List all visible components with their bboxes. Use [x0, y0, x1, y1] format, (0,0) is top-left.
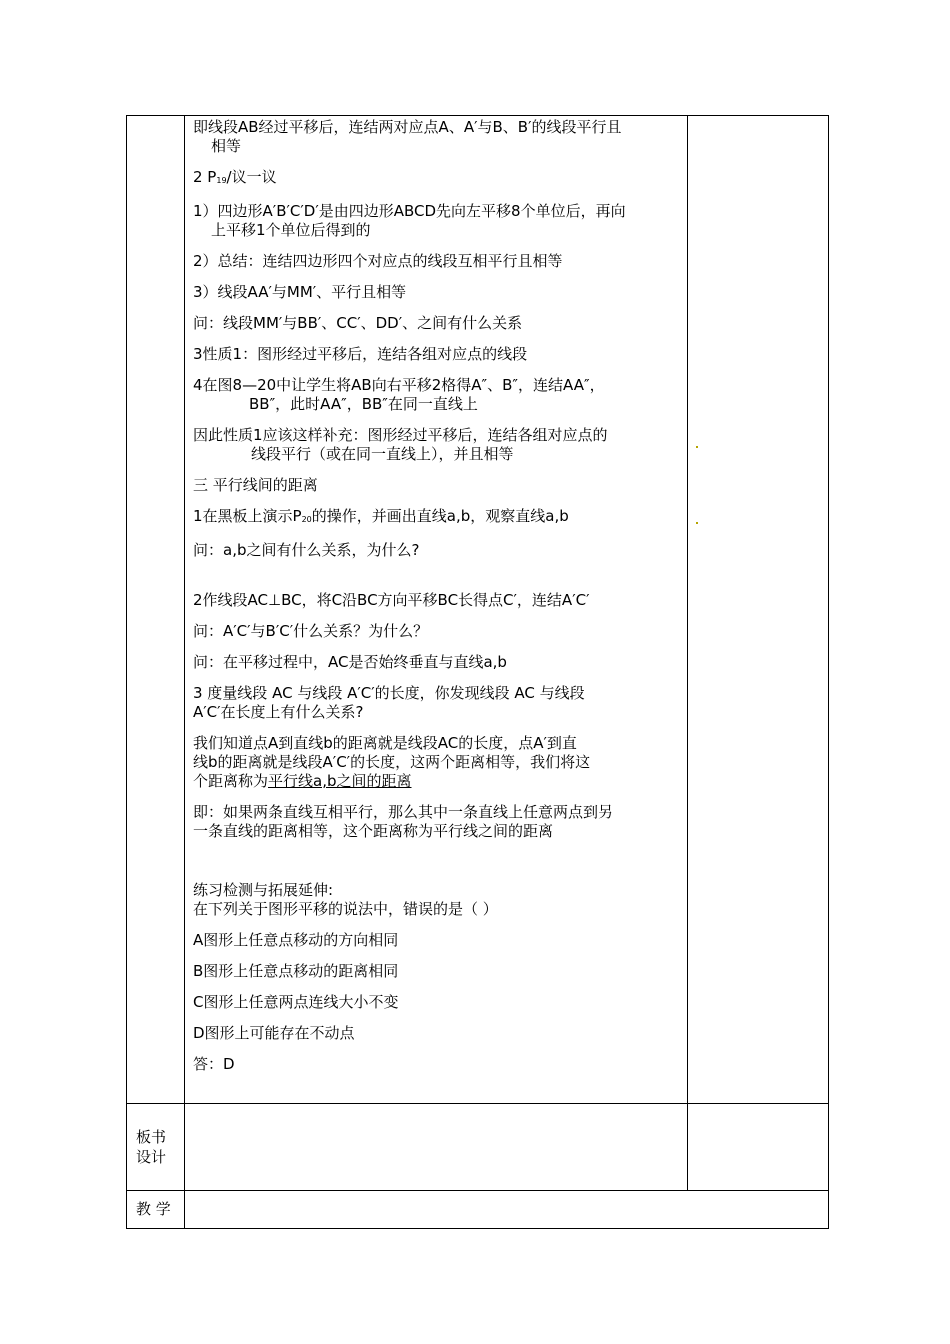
section-heading: 三 平行线间的距离: [193, 476, 318, 494]
table-col-divider-right: [687, 115, 688, 1190]
paragraph: 2）总结：连结四边形四个对应点的线段互相平行且相等: [193, 252, 563, 270]
teaching-label: 教 学: [136, 1200, 171, 1218]
table-col-divider-left: [184, 115, 185, 1229]
decorative-dot: [696, 522, 698, 524]
paragraph: 3性质1：图形经过平移后，连结各组对应点的线段: [193, 345, 528, 363]
paragraph: 问：A′C′与B′C′什么关系？为什么？: [193, 622, 429, 640]
board-design-label: 板书 设计: [136, 1128, 167, 1166]
decorative-dot: [696, 446, 698, 448]
paragraph: 2 $P_{19}/$议一议: [193, 168, 277, 186]
paragraph: 问：线段MM′与BB′、CC′、DD′、之间有什么关系: [193, 314, 523, 332]
table-row-divider-1: [126, 1103, 829, 1104]
paragraph: 问：a,b之间有什么关系，为什么?: [193, 541, 420, 559]
paragraph: 1）四边形A′B′C′D′是由四边形ABCD先向左平移8个单位后，再向 上平移1个单位后得到的: [193, 202, 626, 239]
option-c: C图形上任意两点连线大小不变: [193, 993, 399, 1011]
paragraph: 即：如果两条直线互相平行，那么其中一条直线上任意两点到另 一条直线的距离相等，这个距离称为平行线之间的距离: [193, 803, 614, 840]
paragraph: 即线段AB经过平移后，连结两对应点A、A′与B、B′的线段平行且 相等: [193, 118, 622, 155]
table-row-divider-2: [126, 1190, 829, 1191]
exercise-heading: 练习检测与拓展延伸:: [193, 881, 334, 899]
paragraph: 2作线段AC⊥BC，将C沿BC方向平移BC长得点C′，连结A′C′: [193, 591, 590, 609]
option-a: A图形上任意点移动的方向相同: [193, 931, 399, 949]
paragraph: 我们知道点A到直线b的距离就是线段AC的长度，点A′到直 线b的距离就是线段A′C′的长度，这两个距离相等，我们将这 个距离称为平行线a,b之间的距离: [193, 734, 591, 790]
option-b: B图形上任意点移动的距离相同: [193, 962, 399, 980]
paragraph: 3 度量线段 AC 与线段 A′C′的长度，你发现线段 AC 与线段 A′C′在长度上有什么关系?: [193, 684, 585, 721]
answer: 答：D: [193, 1055, 235, 1073]
paragraph: 1在黑板上演示$P_{20}$的操作，并画出直线a,b，观察直线a,b: [193, 507, 569, 525]
exercise-question: 在下列关于图形平移的说法中，错误的是（ ）: [193, 900, 498, 918]
paragraph: 因此性质1应该这样补充：图形经过平移后，连结各组对应点的 线段平行（或在同一直线上），并且相等: [193, 426, 608, 463]
paragraph: 4在图8—20中让学生将AB向右平移2格得A″、B″，连结AA″， BB″，此时AA″，BB″在同一直线上: [193, 376, 605, 413]
option-d: D图形上可能存在不动点: [193, 1024, 355, 1042]
paragraph: 问：在平移过程中，AC是否始终垂直与直线a,b: [193, 653, 507, 671]
paragraph: 3）线段AA′与MM′、平行且相等: [193, 283, 407, 301]
lesson-content: [193, 118, 683, 1086]
